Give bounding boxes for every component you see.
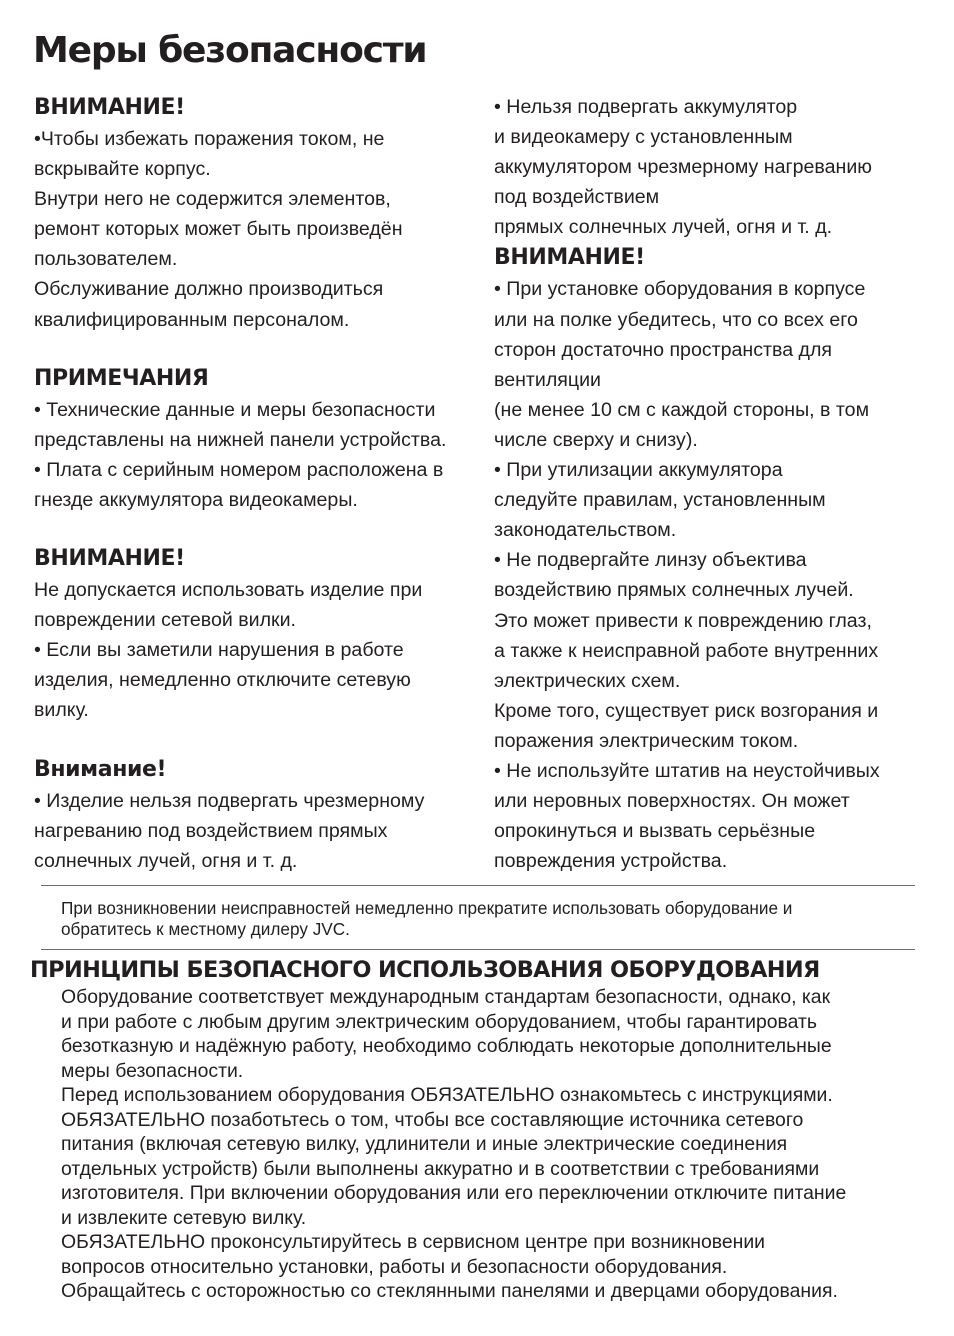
- principles-line: ОБЯЗАТЕЛЬНО проконсультируйтесь в сервисном центре при возникновении: [61, 1231, 765, 1253]
- text-line: повреждении сетевой вилки.: [34, 609, 296, 632]
- text-line: и видеокамеру с установленным: [494, 126, 793, 149]
- text-line: Внутри него не содержится элементов,: [34, 188, 391, 211]
- text-line: • Не используйте штатив на неустойчивых: [494, 759, 880, 782]
- text-line: поражения электрическим током.: [494, 729, 799, 752]
- text-line: • Изделие нельзя подвергать чрезмерному: [34, 789, 425, 812]
- principles-line: изготовителя. При включении оборудования или его переключении отключите питание: [61, 1182, 847, 1204]
- text-line: квалифицированным персоналом.: [34, 308, 350, 331]
- text-line: • Не подвергайте линзу объектива: [494, 549, 807, 572]
- right-column: [494, 92, 924, 876]
- section-heading: ПРИМЕЧАНИЯ: [34, 365, 209, 391]
- principles-heading: ПРИНЦИПЫ БЕЗОПАСНОГО ИСПОЛЬЗОВАНИЯ ОБОРУДОВАНИЯ: [30, 957, 820, 983]
- text-line: воздействию прямых солнечных лучей.: [494, 579, 854, 602]
- principles-line: Оборудование соответствует международным стандартам безопасности, однако, как: [61, 986, 831, 1008]
- text-line: вилку.: [34, 699, 89, 722]
- notes-section: [34, 363, 486, 515]
- text-line: или неровных поверхностях. Он может: [494, 790, 850, 813]
- text-line: Обслуживание должно производиться: [34, 278, 384, 301]
- text-line: (не менее 10 см с каждой стороны, в том: [494, 398, 870, 421]
- text-line: • Если вы заметили нарушения в работе: [34, 639, 404, 662]
- text-line: ремонт которых может быть произведён: [34, 218, 403, 241]
- principles-line: Перед использованием оборудования ОБЯЗАТЕЛЬНО ознакомьтесь с инструкциями.: [61, 1084, 833, 1106]
- principles-line: меры безопасности.: [61, 1059, 244, 1082]
- text-line: • При утилизации аккумулятора: [494, 459, 783, 482]
- notice-line: При возникновении неисправностей немедленно прекратите использовать оборудование и: [61, 898, 793, 918]
- principles-line: отдельных устройств) были выполнены аккуратно и в соответствии с требованиями: [61, 1157, 820, 1180]
- principles-line: безотказную и надёжную работу, необходимо соблюдать некоторые дополнительные: [61, 1035, 832, 1057]
- text-line: Не допускается использовать изделие при: [34, 579, 423, 602]
- section-heading: ВНИМАНИЕ!: [494, 245, 645, 271]
- principles-line: и при работе с любым другим электрическим оборудованием, чтобы гарантировать: [61, 1010, 817, 1033]
- text-line: солнечных лучей, огня и т. д.: [34, 849, 298, 872]
- principles-line: вопросов относительно установки, работы и безопасности оборудования.: [61, 1255, 728, 1278]
- warning-section-shock: [34, 92, 486, 335]
- malfunction-notice: [61, 898, 792, 940]
- divider-bottom: [41, 949, 915, 950]
- section-heading: Внимание!: [34, 756, 167, 782]
- text-line: вскрывайте корпус.: [34, 158, 211, 181]
- section-heading: ВНИМАНИЕ!: [34, 95, 185, 120]
- text-line: пользователем.: [34, 248, 178, 271]
- principles-line: и извлеките сетевую вилку.: [61, 1206, 307, 1229]
- text-line: законодательством.: [494, 519, 677, 542]
- divider-top: [41, 885, 915, 886]
- text-line: сторон достаточно пространства для: [494, 338, 833, 361]
- principles-body: [61, 985, 846, 1304]
- text-line: опрокинуться и вызвать серьёзные: [494, 820, 816, 843]
- notice-line: обратитесь к местному дилеру JVC.: [61, 919, 350, 939]
- text-line: следуйте правилам, установленным: [494, 489, 826, 512]
- page-title: Меры безопасности: [33, 30, 427, 71]
- text-line: • Плата с серийным номером расположена в: [34, 458, 444, 481]
- text-line: электрических схем.: [494, 669, 681, 692]
- text-line: прямых солнечных лучей, огня и т. д.: [494, 216, 833, 239]
- text-line: числе сверху и снизу).: [494, 428, 698, 451]
- section-heading: ВНИМАНИЕ!: [34, 546, 185, 572]
- text-line: нагреванию под воздействием прямых: [34, 819, 388, 842]
- text-line: повреждения устройства.: [494, 850, 728, 873]
- text-line: • Нельзя подвергать аккумулятор: [494, 96, 798, 118]
- text-line: аккумулятором чрезмерному нагреванию: [494, 156, 872, 179]
- text-line: под воздействием: [494, 186, 660, 209]
- text-line: изделия, немедленно отключите сетевую: [34, 669, 411, 692]
- text-line: Это может привести к повреждению глаз,: [494, 609, 872, 632]
- text-line: гнезде аккумулятора видеокамеры.: [34, 488, 358, 511]
- text-line: • При установке оборудования в корпусе: [494, 278, 866, 301]
- text-line: •Чтобы избежать поражения током, не: [34, 128, 385, 150]
- warning-section-plug: [34, 543, 486, 725]
- warning-section-installation: [494, 242, 924, 876]
- text-line: представлены на нижней панели устройства.: [34, 428, 447, 451]
- caution-section-heat: [34, 754, 486, 876]
- principles-line: питания (включая сетевую вилку, удлинители и иные электрические соединения: [61, 1133, 788, 1155]
- battery-heat-note: [494, 92, 924, 242]
- principles-line: Обращайтесь с осторожностью со стеклянными панелями и дверцами оборудования.: [61, 1280, 838, 1302]
- text-line: а также к неисправной работе внутренних: [494, 639, 879, 662]
- left-column: [34, 92, 486, 876]
- text-line: вентиляции: [494, 368, 601, 391]
- text-line: • Технические данные и меры безопасности: [34, 398, 436, 421]
- text-line: Кроме того, существует риск возгорания и: [494, 699, 879, 722]
- text-line: или на полке убедитесь, что со всех его: [494, 308, 858, 331]
- principles-line: ОБЯЗАТЕЛЬНО позаботьтесь о том, чтобы все составляющие источника сетевого: [61, 1108, 804, 1131]
